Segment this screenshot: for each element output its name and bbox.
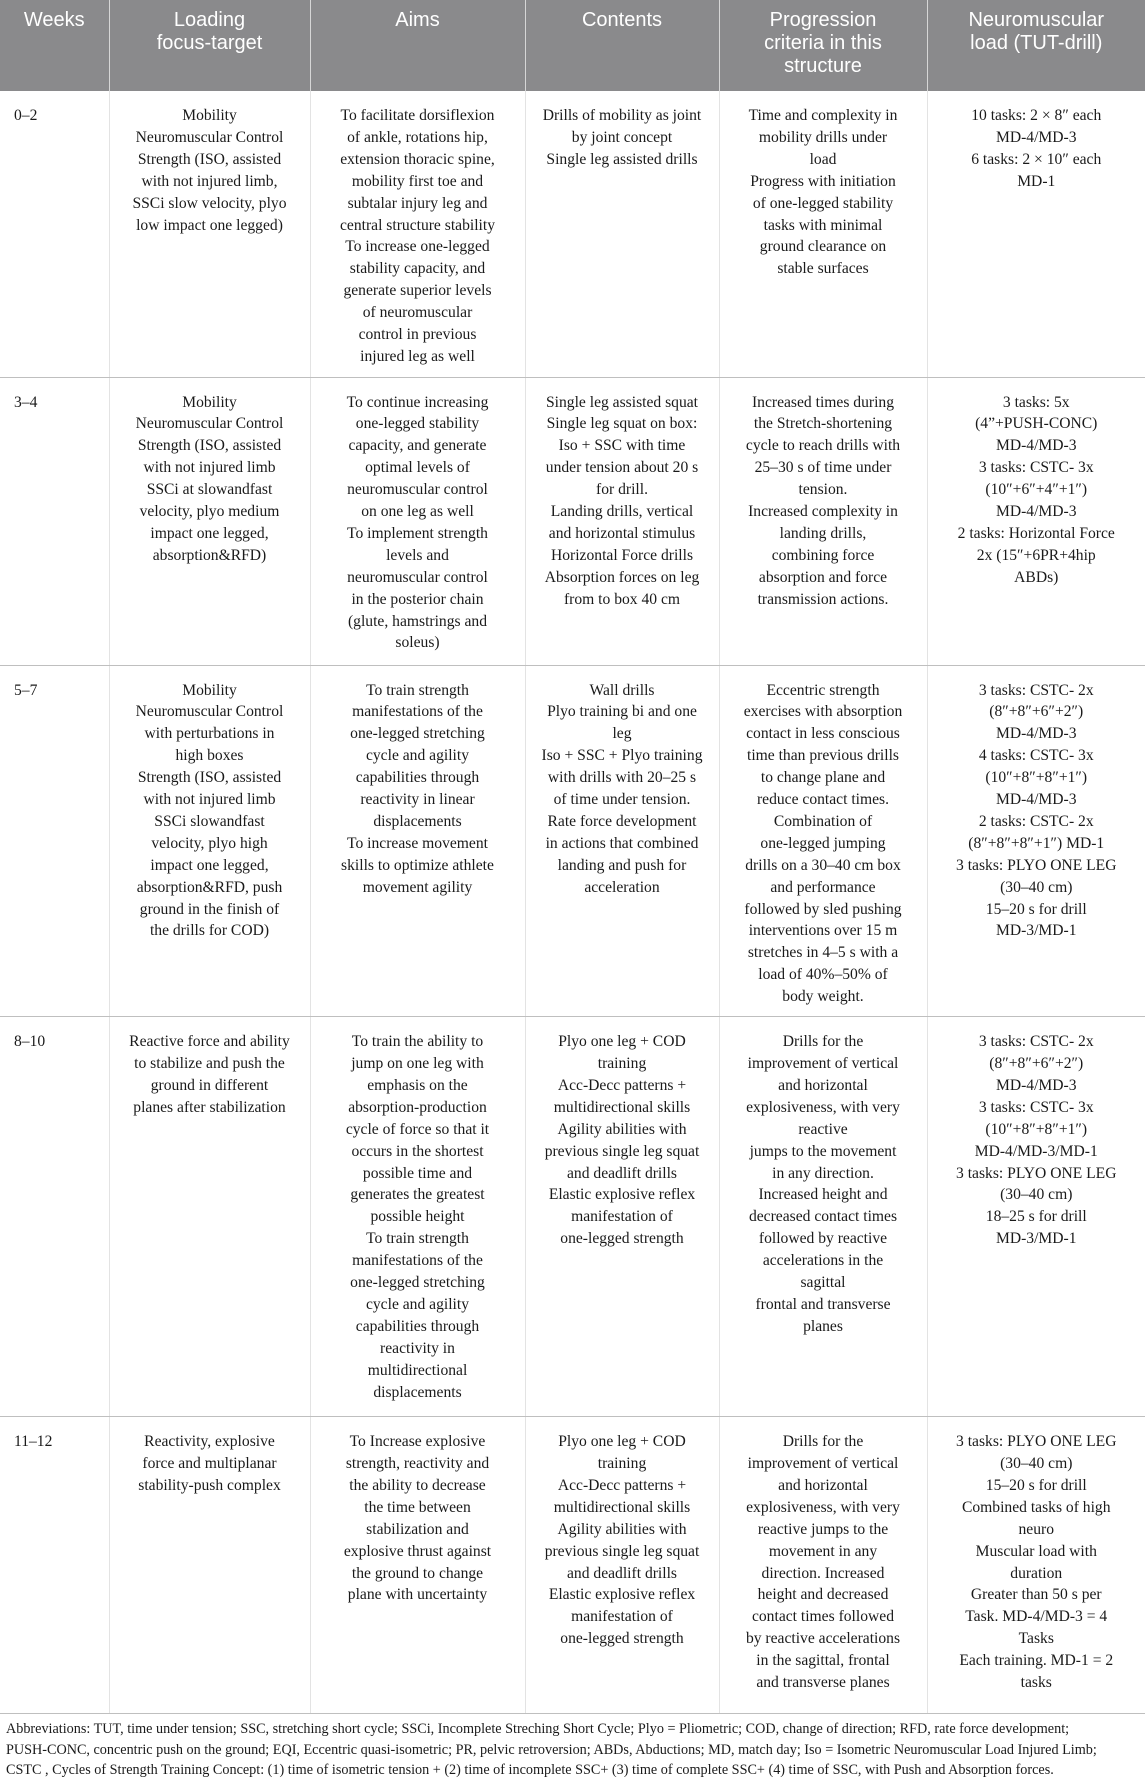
- cell-contents: [525, 1017, 719, 1417]
- cell-line: possible height: [370, 1208, 465, 1226]
- cell-progression: [719, 377, 927, 665]
- cell-line: time than previous drills: [746, 747, 900, 765]
- cell-line: Task. MD-4/MD-3 = 4: [965, 1608, 1108, 1626]
- cell-line: under tension about 20 s: [545, 459, 699, 477]
- cell-line: ground in different: [150, 1076, 269, 1094]
- cell-line: the Stretch-shortening: [753, 415, 893, 433]
- footnote-line: CSTC , Cycles of Strength Training Concept: (1) time of isometric tension + (2) time of incomplete SSC+ (3) time of complete SSC+ (4) time of SSC, with Push and Absorption forces.: [6, 1762, 1054, 1779]
- cell-line: Mobility: [182, 107, 237, 124]
- cell-line: planes: [803, 1317, 843, 1335]
- cell-line: of ankle, rotations hip,: [347, 128, 488, 146]
- cell-line: 2x (15″+6PR+4hip: [976, 546, 1096, 564]
- cell-line: and deadlift drills: [567, 1164, 677, 1182]
- cell-line: duration: [1010, 1564, 1063, 1582]
- cell-line: explosiveness, with very: [746, 1498, 900, 1516]
- cell-line: To train strength: [366, 681, 469, 699]
- cell-aims: [310, 1017, 525, 1417]
- cell-line: MD-4/MD-3: [995, 725, 1077, 743]
- cell-line: Iso + SSC + Plyo training: [541, 747, 703, 765]
- cell-line: cycle to reach drills with: [745, 437, 901, 455]
- cell-line: in the posterior chain: [351, 590, 484, 608]
- cell-line: To train the ability to: [351, 1033, 484, 1051]
- cell-line: occurs in the shortest: [351, 1142, 484, 1160]
- cell-line: of one-legged stability: [752, 194, 894, 212]
- cell-line: levels and: [386, 546, 449, 564]
- cell-line: Reactive force and ability: [129, 1033, 290, 1051]
- cell-line: (30–40 cm): [1000, 1186, 1073, 1204]
- cell-line: Increased times during: [751, 393, 895, 411]
- cell-line: Neuromuscular Control: [135, 415, 284, 433]
- cell-line: generate superior levels: [343, 282, 492, 300]
- cell-line: Tasks: [1018, 1630, 1054, 1648]
- cell-line: MD-4/MD-3/MD-1: [974, 1142, 1098, 1160]
- cell-line: 15–20 s for drill: [985, 1476, 1087, 1494]
- cell-line: improvement of vertical: [747, 1455, 899, 1472]
- cell-line: capabilities through: [355, 769, 480, 787]
- cell-aims: [310, 665, 525, 1017]
- footnote-line: Abbreviations: TUT, time under tension; SSC, stretching short cycle; SSCi, Incomplete Streching Short Cycle; Plyo = Pliometric; COD, change of direction; RFD, rate force development;: [6, 1721, 1070, 1738]
- cell-line: one-legged stretching: [350, 725, 485, 743]
- cell-line: 3 tasks: PLYO ONE LEG: [956, 1433, 1117, 1451]
- cell-line: injured leg as well: [360, 347, 475, 365]
- cell-line: jump on one leg with: [351, 1055, 484, 1072]
- cell-line: from to box 40 cm: [563, 590, 681, 608]
- cell-line: To continue increasing: [346, 393, 489, 411]
- cell-contents: [525, 377, 719, 665]
- cell-line: combining force: [771, 546, 875, 564]
- cell-line: direction. Increased: [761, 1564, 885, 1582]
- cell-line: MD-1: [1017, 172, 1056, 190]
- cell-line: capabilities through: [355, 1317, 480, 1335]
- cell-line: To facilitate dorsiflexion: [340, 107, 495, 124]
- cell-line: of time under tension.: [553, 791, 691, 809]
- cell-line: Acc-Decc patterns +: [557, 1076, 687, 1094]
- cell-line: (30–40 cm): [1000, 1455, 1073, 1472]
- cell-load: [927, 1017, 1145, 1417]
- cell-line: the ability to decrease: [349, 1476, 486, 1494]
- cell-line: Each training. MD-1 = 2: [959, 1652, 1114, 1670]
- cell-line: strength, reactivity and: [345, 1455, 490, 1472]
- cell-line: planes after stabilization: [133, 1098, 286, 1116]
- cell-line: 3 tasks: CSTC- 2x: [978, 681, 1094, 699]
- cell-line: by joint concept: [571, 128, 673, 146]
- cell-line: MD-4/MD-3: [995, 437, 1077, 455]
- cell-line: Drills of mobility as joint: [542, 107, 702, 124]
- cell-line: ground clearance on: [759, 238, 887, 256]
- cell-line: displacements: [373, 812, 462, 830]
- cell-line: Wall drills: [589, 681, 655, 699]
- cell-line: cycle and agility: [365, 1295, 470, 1313]
- cell-progression: [719, 91, 927, 377]
- cell-line: 4 tasks: CSTC- 3x: [978, 747, 1094, 765]
- cell-line: soleus): [395, 634, 440, 652]
- cell-weeks: 0–2: [0, 91, 109, 377]
- cell-line: Greater than 50 s per: [970, 1586, 1102, 1604]
- cell-line: to change plane and: [760, 769, 886, 787]
- cell-loading: [109, 91, 310, 377]
- cell-line: followed by reactive: [758, 1230, 888, 1248]
- cell-line: Plyo one leg + COD: [558, 1033, 686, 1051]
- cell-line: impact one legged,: [150, 856, 269, 874]
- table-row: [0, 91, 1145, 377]
- cell-contents: [525, 91, 719, 377]
- cell-line: Elastic explosive reflex: [548, 1186, 696, 1204]
- cell-line: manifestation of: [571, 1208, 673, 1226]
- cell-line: subtalar injury leg and: [347, 194, 488, 212]
- cell-line: movement agility: [362, 878, 473, 896]
- cell-line: Drills for the: [782, 1433, 864, 1451]
- cell-line: 18–25 s for drill: [985, 1208, 1087, 1226]
- cell-line: SSCi slowandfast: [154, 812, 265, 830]
- cell-line: and transverse planes: [756, 1674, 890, 1692]
- cell-line: displacements: [373, 1383, 462, 1401]
- cell-loading: [109, 1017, 310, 1417]
- cell-line: accelerations in the: [762, 1252, 884, 1270]
- header-line: load (TUT-drill): [970, 32, 1103, 54]
- cell-line: central structure stability: [339, 216, 496, 234]
- cell-line: one-legged stretching: [350, 1274, 485, 1292]
- cell-line: manifestations of the: [352, 703, 483, 721]
- cell-line: (8″+8″+6″+2″): [989, 1055, 1084, 1072]
- cell-line: on one leg as well: [361, 503, 474, 521]
- cell-line: explosiveness, with very: [746, 1098, 900, 1116]
- cell-line: To increase one-legged: [345, 238, 490, 256]
- cell-line: Single leg assisted squat: [545, 393, 699, 411]
- cell-line: Rate force development: [547, 812, 697, 830]
- cell-line: multidirectional skills: [553, 1098, 691, 1116]
- cell-line: Drills for the: [782, 1033, 864, 1051]
- cell-line: Plyo one leg + COD: [558, 1433, 686, 1451]
- cell-line: improvement of vertical: [747, 1055, 899, 1072]
- cell-line: and performance: [770, 878, 876, 896]
- header-loading: [109, 0, 310, 91]
- cell-line: To increase movement: [347, 834, 488, 852]
- cell-line: 10 tasks: 2 × 8″ each: [971, 107, 1102, 124]
- cell-line: Increased complexity in: [748, 503, 898, 521]
- cell-line: previous single leg squat: [544, 1542, 700, 1560]
- cell-line: absorption&RFD, push: [136, 878, 283, 896]
- cell-line: stable surfaces: [777, 260, 869, 278]
- cell-line: 3 tasks: 5x: [1002, 393, 1070, 411]
- cell-line: load of 40%–50% of: [758, 966, 888, 984]
- cell-line: reactivity in linear: [360, 791, 475, 809]
- cell-line: (4”+PUSH-CONC): [975, 415, 1098, 433]
- header-line: Loading: [173, 9, 246, 31]
- cell-loading: [109, 377, 310, 665]
- cell-line: MD-4/MD-3: [995, 503, 1077, 521]
- cell-line: with drills with 20–25 s: [547, 769, 697, 787]
- cell-line: MD-4/MD-3: [995, 128, 1077, 146]
- cell-line: absorption and force: [758, 568, 888, 586]
- cell-line: optimal levels of: [365, 459, 470, 477]
- table-row: [0, 665, 1145, 1017]
- table-row: [0, 377, 1145, 665]
- cell-line: Strength (ISO, assisted: [137, 437, 282, 455]
- cell-line: and horizontal: [778, 1476, 868, 1494]
- header-line: focus-target: [156, 32, 263, 54]
- cell-line: SSCi slow velocity, plyo: [132, 194, 287, 212]
- cell-line: stability-push complex: [138, 1476, 281, 1494]
- cell-line: contact times followed: [751, 1608, 895, 1626]
- cell-line: mobility drills under: [758, 128, 888, 146]
- cell-line: reactive: [798, 1120, 848, 1138]
- cell-line: one-legged strength: [560, 1230, 684, 1248]
- cell-aims: [310, 91, 525, 377]
- cell-line: mobility first toe and: [351, 172, 484, 190]
- cell-weeks: 8–10: [0, 1017, 109, 1417]
- cell-aims: [310, 377, 525, 665]
- cell-line: MD-4/MD-3: [995, 791, 1077, 809]
- cell-line: To implement strength: [347, 524, 488, 542]
- cell-line: the time between: [364, 1498, 471, 1516]
- cell-line: of neuromuscular: [362, 304, 473, 322]
- cell-line: 15–20 s for drill: [985, 900, 1087, 918]
- header-aims: Aims: [310, 0, 525, 91]
- cell-line: low impact one legged): [136, 216, 283, 234]
- cell-line: sagittal: [800, 1274, 846, 1292]
- cell-line: Mobility: [182, 393, 237, 411]
- cell-line: 25–30 s of time under: [754, 459, 892, 477]
- cell-line: the ground to change: [351, 1564, 484, 1582]
- header-line: criteria in this: [764, 32, 882, 54]
- cell-line: 2 tasks: CSTC- 2x: [978, 812, 1094, 830]
- header-load: [927, 0, 1145, 91]
- cell-weeks: 11–12: [0, 1417, 109, 1714]
- cell-line: height and decreased: [757, 1586, 889, 1604]
- header-contents: Contents: [525, 0, 719, 91]
- header-line: structure: [784, 55, 862, 77]
- cell-line: To train strength: [366, 1230, 469, 1248]
- cell-line: velocity, plyo high: [151, 834, 268, 852]
- cell-line: stability capacity, and: [349, 260, 486, 278]
- cell-line: 3 tasks: CSTC- 2x: [978, 1033, 1094, 1051]
- cell-line: movement in any: [768, 1542, 878, 1560]
- cell-line: and horizontal stimulus: [548, 524, 696, 542]
- cell-line: generates the greatest: [350, 1186, 485, 1204]
- cell-line: MD-3/MD-1: [995, 1230, 1077, 1248]
- cell-line: Eccentric strength: [766, 681, 880, 699]
- cell-line: manifestation of: [571, 1608, 673, 1626]
- cell-line: SSCi at slowandfast: [146, 481, 273, 499]
- cell-line: Combined tasks of high: [961, 1498, 1111, 1516]
- cell-line: Absorption forces on leg: [544, 568, 700, 586]
- cell-line: exercises with absorption: [743, 703, 903, 721]
- cell-line: Plyo training bi and one: [547, 703, 697, 721]
- cell-line: Strength (ISO, assisted: [137, 769, 282, 787]
- cell-line: reactive jumps to the: [757, 1520, 889, 1538]
- cell-line: (10″+8″+8″+1″): [985, 1120, 1088, 1138]
- cell-line: Reactivity, explosive: [144, 1433, 275, 1451]
- cell-line: Progress with initiation: [750, 172, 896, 190]
- cell-line: (8″+8″+8″+1″) MD-1: [968, 834, 1105, 852]
- cell-line: 6 tasks: 2 × 10″ each: [971, 150, 1102, 168]
- cell-line: To Increase explosive: [349, 1433, 486, 1451]
- cell-line: (8″+8″+6″+2″): [989, 703, 1084, 721]
- cell-load: [927, 665, 1145, 1017]
- cell-line: cycle of force so that it: [345, 1120, 490, 1138]
- cell-line: tension.: [798, 481, 848, 499]
- cell-line: 3 tasks: PLYO ONE LEG: [956, 1164, 1117, 1182]
- cell-line: multidirectional: [367, 1361, 468, 1379]
- cell-line: (10″+8″+8″+1″): [985, 769, 1088, 787]
- cell-line: one-legged jumping: [760, 834, 886, 852]
- cell-load: [927, 91, 1145, 377]
- header-line: Neuromuscular: [968, 9, 1105, 31]
- cell-line: neuro: [1018, 1520, 1054, 1538]
- cell-line: ABDs): [1014, 568, 1059, 586]
- cell-line: transmission actions.: [757, 590, 889, 608]
- cell-line: skills to optimize athlete: [341, 856, 494, 874]
- cell-line: decreased contact times: [748, 1208, 898, 1226]
- cell-line: ground in the finish of: [139, 900, 280, 918]
- cell-line: load: [809, 150, 837, 168]
- header-line: Progression: [769, 9, 877, 31]
- footnote-line: PUSH-CONC, concentric push on the ground; EQI, Eccentric quasi-isometric; PR, pelvic retroversion; ABDs, Abductions; MD, match day; Iso = Isometric Neuromuscular Load Injured Limb;: [6, 1741, 1097, 1758]
- cell-contents: [525, 1417, 719, 1714]
- cell-line: emphasis on the: [367, 1076, 468, 1094]
- cell-line: Neuromuscular Control: [135, 128, 284, 146]
- cell-line: capacity, and generate: [348, 437, 487, 455]
- header-progression: [719, 0, 927, 91]
- cell-weeks: 3–4: [0, 377, 109, 665]
- cell-line: Mobility: [182, 681, 237, 699]
- cell-line: absorption&RFD): [152, 546, 267, 564]
- cell-line: contact in less conscious: [746, 725, 900, 743]
- cell-line: plane with uncertainty: [347, 1586, 488, 1604]
- cell-line: Elastic explosive reflex: [548, 1586, 696, 1604]
- cell-line: with perturbations in: [144, 725, 275, 743]
- cell-line: reactivity in: [380, 1339, 455, 1357]
- cell-line: acceleration: [584, 878, 660, 896]
- cell-line: the drills for COD): [149, 922, 270, 940]
- cell-line: Strength (ISO, assisted: [137, 150, 282, 168]
- cell-line: Acc-Decc patterns +: [557, 1476, 687, 1494]
- cell-loading: [109, 1417, 310, 1714]
- cell-line: Single leg squat on box:: [546, 415, 698, 433]
- cell-line: extension thoracic spine,: [340, 150, 495, 168]
- cell-line: cycle and agility: [365, 747, 470, 765]
- header-weeks: Weeks: [0, 0, 109, 91]
- cell-line: with not injured limb: [143, 459, 276, 477]
- cell-progression: [719, 1417, 927, 1714]
- cell-load: [927, 377, 1145, 665]
- cell-line: control in previous: [358, 326, 477, 344]
- cell-line: jumps to the movement: [749, 1142, 897, 1160]
- cell-line: frontal and transverse: [755, 1295, 891, 1313]
- cell-line: drills on a 30–40 cm box: [745, 856, 901, 874]
- cell-line: with not injured limb,: [141, 172, 278, 190]
- table-row: [0, 1017, 1145, 1417]
- cell-line: Iso + SSC with time: [558, 437, 686, 455]
- cell-line: Neuromuscular Control: [135, 703, 284, 721]
- cell-line: in the sagittal, frontal: [756, 1652, 890, 1670]
- cell-line: one-legged strength: [560, 1630, 684, 1648]
- cell-line: landing and push for: [557, 856, 687, 874]
- cell-line: 2 tasks: Horizontal Force: [957, 524, 1115, 542]
- cell-line: MD-4/MD-3: [995, 1076, 1077, 1094]
- cell-contents: [525, 665, 719, 1017]
- cell-line: and deadlift drills: [567, 1564, 677, 1582]
- table-row: [0, 1417, 1145, 1714]
- cell-line: in any direction.: [772, 1164, 874, 1182]
- cell-line: with not injured limb: [143, 791, 276, 809]
- cell-aims: [310, 1417, 525, 1714]
- cell-line: landing drills,: [779, 524, 867, 542]
- cell-progression: [719, 1017, 927, 1417]
- table-header-row: [0, 0, 1145, 91]
- cell-line: and horizontal: [778, 1076, 868, 1094]
- cell-line: (30–40 cm): [1000, 878, 1073, 896]
- cell-line: reduce contact times.: [756, 791, 890, 809]
- cell-line: one-legged stability: [355, 415, 480, 433]
- cell-line: by reactive accelerations: [745, 1630, 901, 1648]
- cell-line: for drill.: [596, 481, 648, 499]
- cell-line: to stabilize and push the: [134, 1055, 285, 1072]
- cell-line: tasks: [1020, 1674, 1052, 1692]
- cell-line: Agility abilities with: [557, 1120, 687, 1138]
- cell-line: in actions that combined: [545, 834, 699, 852]
- cell-line: MD-3/MD-1: [995, 922, 1077, 940]
- cell-line: Combination of: [773, 812, 873, 830]
- cell-line: stabilization and: [366, 1520, 469, 1538]
- cell-line: possible time and: [362, 1164, 473, 1182]
- cell-line: Horizontal Force drills: [550, 546, 694, 564]
- cell-line: multidirectional skills: [553, 1498, 691, 1516]
- cell-line: stretches in 4–5 s with a: [747, 944, 899, 962]
- cell-line: (10″+6″+4″+1″): [985, 481, 1088, 499]
- cell-line: impact one legged,: [150, 524, 269, 542]
- cell-line: tasks with minimal: [763, 216, 883, 234]
- cell-progression: [719, 665, 927, 1017]
- cell-line: 3 tasks: PLYO ONE LEG: [956, 856, 1117, 874]
- cell-line: Agility abilities with: [557, 1520, 687, 1538]
- cell-line: explosive thrust against: [343, 1542, 492, 1560]
- abbreviations-footnote: [0, 1714, 1145, 1781]
- cell-line: manifestations of the: [352, 1252, 483, 1270]
- cell-line: interventions over 15 m: [748, 922, 898, 940]
- cell-line: neuromuscular control: [347, 481, 488, 499]
- cell-weeks: 5–7: [0, 665, 109, 1017]
- cell-line: (glute, hamstrings and: [347, 612, 488, 630]
- cell-line: Single leg assisted drills: [546, 150, 698, 168]
- cell-line: body weight.: [782, 988, 864, 1006]
- cell-line: Time and complexity in: [748, 107, 898, 124]
- cell-line: Increased height and: [758, 1186, 888, 1204]
- cell-line: Muscular load with: [975, 1542, 1097, 1560]
- cell-line: high boxes: [175, 747, 244, 765]
- cell-line: training: [597, 1055, 647, 1072]
- cell-line: followed by sled pushing: [744, 900, 902, 918]
- cell-line: absorption-production: [348, 1098, 487, 1116]
- cell-line: leg: [612, 725, 632, 743]
- cell-line: force and multiplanar: [142, 1455, 277, 1472]
- cell-line: 3 tasks: CSTC- 3x: [978, 459, 1094, 477]
- cell-loading: [109, 665, 310, 1017]
- cell-line: Landing drills, vertical: [550, 503, 694, 521]
- cell-load: [927, 1417, 1145, 1714]
- cell-line: 3 tasks: CSTC- 3x: [978, 1098, 1094, 1116]
- cell-line: neuromuscular control: [347, 568, 488, 586]
- cell-line: training: [597, 1455, 647, 1472]
- cell-line: previous single leg squat: [544, 1142, 700, 1160]
- table-body: [0, 91, 1145, 1714]
- cell-line: velocity, plyo medium: [139, 503, 280, 521]
